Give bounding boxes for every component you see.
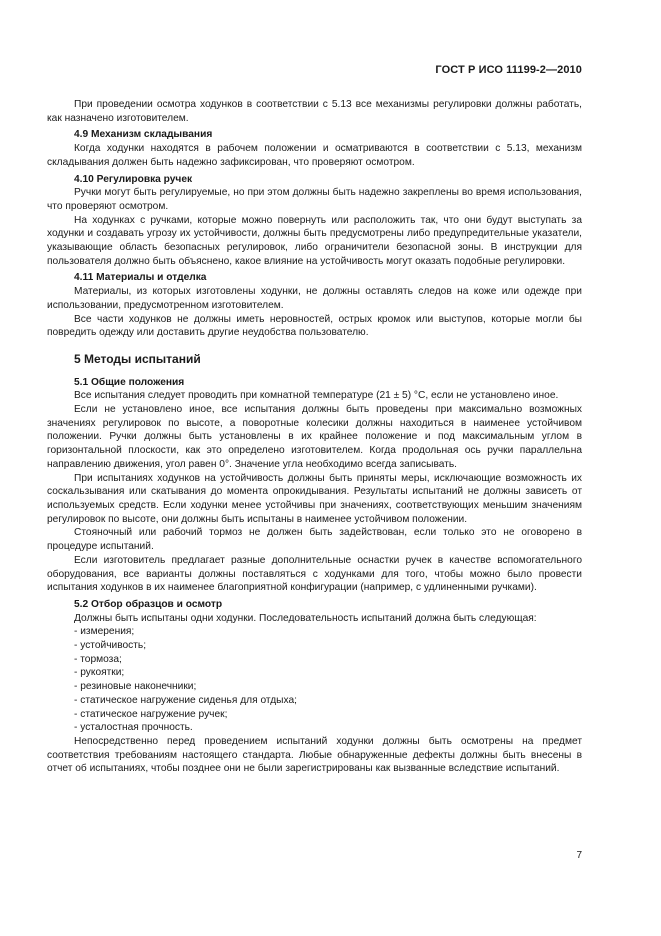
standard-code-header: ГОСТ Р ИСО 11199-2—2010 [435,64,582,76]
section-5-2-paragraph-2: Непосредственно перед проведением испытаний ходунки должны быть осмотрены на предмет соответствия требованиям настоящего стандарта. Любые обнаруженные дефекты должны быть внесены в отчет об испытаниях, чтобы позднее они не были зарегистрированы как вызванные вследствие испытаний. [47,735,582,775]
section-4-11-paragraph-1: Материалы, из которых изготовлены ходунки, не должны оставлять следов на коже или одежде при использовании, предусмотренном изготовителем. [47,286,582,311]
section-5-1-paragraph-2: Если не установлено иное, все испытания должны быть проведены при максимально возможных значениях регулировок по высоте, а поворотные колесики должны находиться в наименее устойчивом положении. Ручки должны быть установлены в их крайнее положение и под максимальным углом в горизонтальной плоскости, как это определено изготовителем. Когда продольная ось ручки параллельна направлению движения, угол равен 0°. Значение угла необходимо всегда записывать. [47,404,582,470]
list-item: - усталостная прочность. [74,722,193,734]
list-item: - рукоятки; [74,667,125,679]
list-item: - устойчивость; [74,640,147,652]
page-number: 7 [576,850,582,861]
section-4-10-heading: 4.10 Регулировка ручек [74,173,193,185]
section-4-10-paragraph-2: На ходунках с ручками, которые можно повернуть или расположить так, что они будут выступать за ходунки и создавать угрозу их устойчивости, должны быть предусмотрены либо предупредительные указатели, указывающие область безопасных регулировок, либо ограничители безопасной зоны. В инструкции для пользователя должно быть объяснено, какое влияние на устойчивость могут оказать подобные регулировки. [47,214,582,267]
section-4-10-paragraph-1: Ручки могут быть регулируемые, но при этом должны быть надежно закреплены во время использования, что проверяют осмотром. [47,187,582,212]
section-5-1-paragraph-5: Если изготовитель предлагает разные дополнительные оснастки ручек в качестве вспомогательного оборудования, все варианты должны поставляться с ходунками для того, чтобы можно было провести испытания ходунков в их наименее благоприятной конфигурации (например, с удлиненными ручками). [47,554,582,594]
document-page [47,0,582,936]
section-4-9-paragraph: Когда ходунки находятся в рабочем положении и осматриваются в соответствии с 5.13, механизм складывания должен быть надежно зафиксирован, что проверяют осмотром. [47,143,582,168]
section-5-2-paragraph-1: Должны быть испытаны одни ходунки. Последовательность испытаний должна быть следующая: [74,612,537,624]
list-item: - тормоза; [74,653,122,665]
section-4-11-paragraph-2: Все части ходунков не должны иметь неровностей, острых кромок или выступов, которые могли бы повредить одежду или доставить другие неудобства пользователю. [47,313,582,339]
list-item: - статическое нагружение ручек; [74,708,228,720]
list-item: - статическое нагружение сиденья для отдыха; [74,694,297,706]
section-5-1-paragraph-3: При испытаниях ходунков на устойчивость должны быть приняты меры, исключающие возможность их соскальзывания или скатывания до момента опрокидывания. Результаты испытаний не должны зависеть от используемых средств. Если ходунки менее устойчивы при значениях, соответствующих меньшим значениям регулировок по высоте, они должны быть испытаны в наименее устойчивом положении. [47,472,582,525]
list-item: - резиновые наконечники; [74,681,197,693]
section-4-11-heading: 4.11 Материалы и отделка [74,272,207,284]
section-4-9-heading: 4.9 Механизм складывания [74,129,213,141]
section-5-heading: 5 Методы испытаний [74,351,201,366]
section-5-2-heading: 5.2 Отбор образцов и осмотр [74,598,223,610]
test-sequence-list [47,625,582,735]
section-5-1-paragraph-1: Все испытания следует проводить при комнатной температуре (21 ± 5) °С, если не установлено иное. [74,390,559,402]
page-content [47,98,582,776]
section-5-1-paragraph-4: Стояночный или рабочий тормоз не должен быть задействован, если только это не оговорено в процедуре испытаний. [47,527,582,553]
list-item: - измерения; [74,626,135,638]
paragraph-intro: При проведении осмотра ходунков в соответствии с 5.13 все механизмы регулировки должны работать, как назначено изготовителем. [47,99,582,124]
section-5-1-heading: 5.1 Общие положения [74,376,185,388]
